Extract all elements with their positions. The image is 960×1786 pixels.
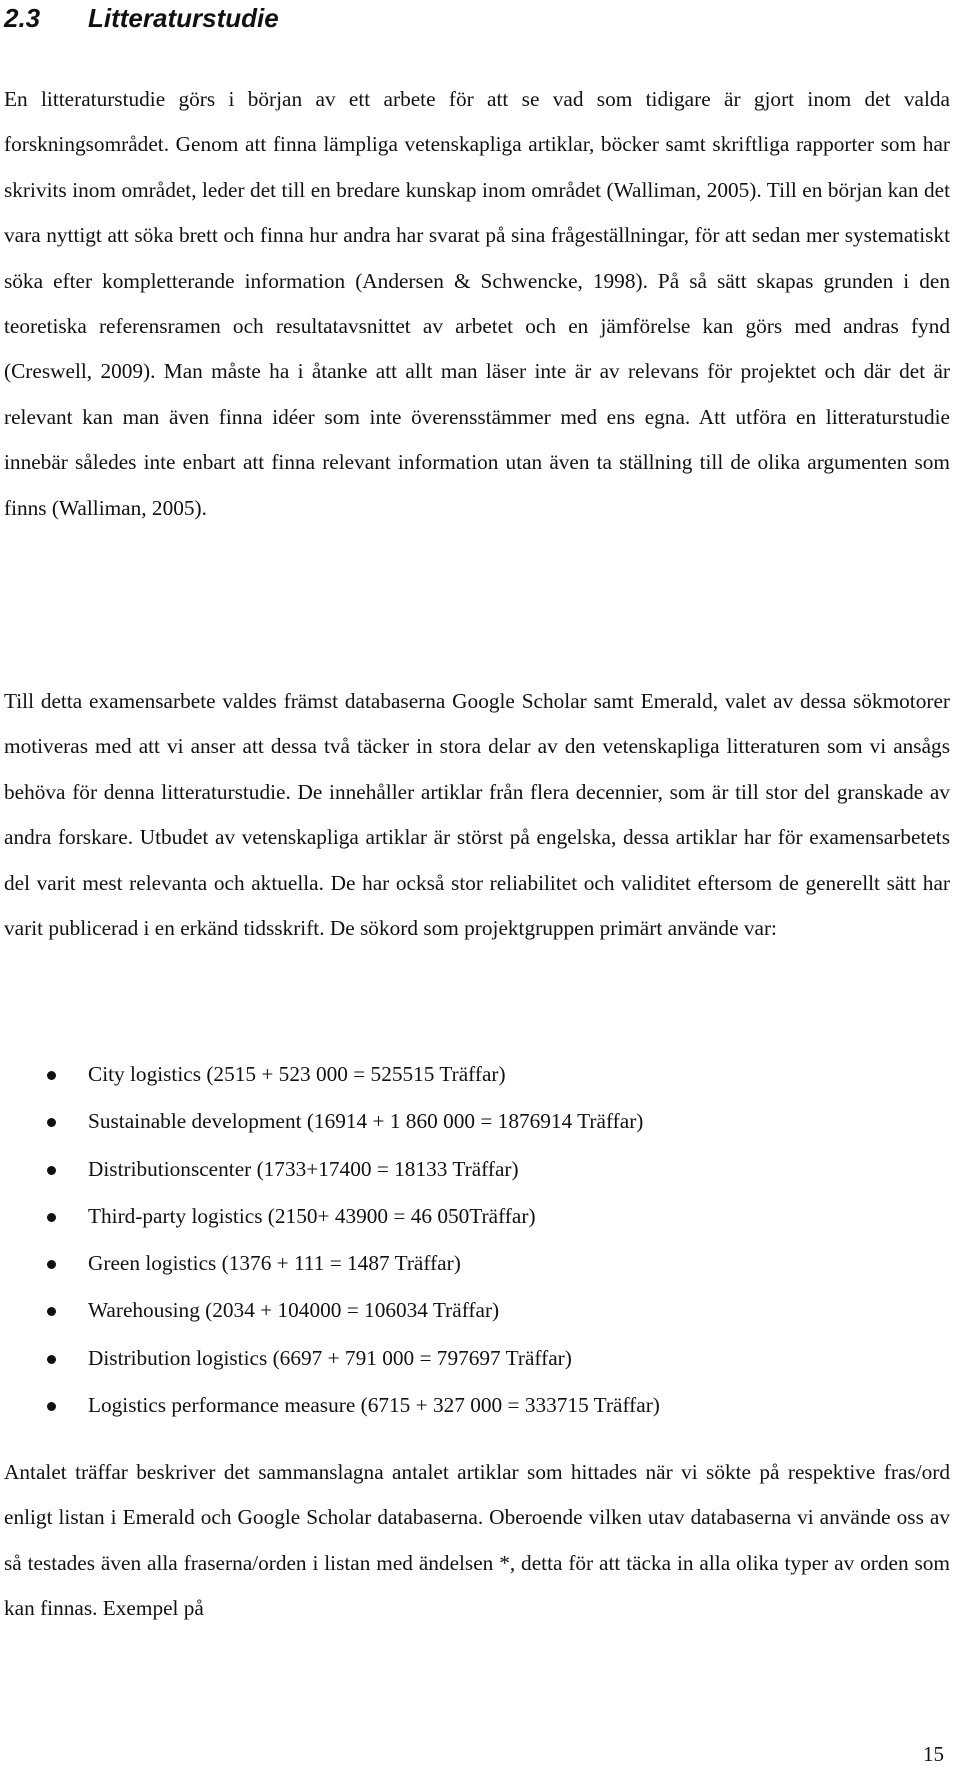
bullet-icon xyxy=(47,1071,56,1080)
bullet-icon xyxy=(47,1307,56,1316)
section-number: 2.3 xyxy=(4,3,41,33)
bullet-icon xyxy=(47,1355,56,1364)
list-item xyxy=(0,1240,660,1287)
bullet-icon xyxy=(47,1118,56,1127)
search-term-list xyxy=(0,1051,660,1429)
list-item xyxy=(0,1051,660,1098)
list-item xyxy=(0,1382,660,1429)
paragraph-intro: En litteraturstudie görs i början av ett arbete för att se vad som tidigare är gjort inom det valda forskningsområdet. Genom att finna lämpliga vetenskapliga artiklar, böcker samt skriftliga rapporter som har skrivits inom området, leder det till en bredare kunskap inom området (Walliman, 2005). Till en början kan det vara nyttigt att söka brett och finna hur andra har svarat på sina frågeställningar, för att sedan mer systematiskt söka efter kompletterande information (Andersen & Schwencke, 1998). På så sätt skapas grunden i den teoretiska referensramen och resultatavsnittet av arbetet och en jämförelse kan görs med andras fynd (Creswell, 2009). Man måste ha i åtanke att allt man läser inte är av relevans för projektet och där det är relevant kan man även finna idéer som inte överensstämmer med ens egna. Att utföra en litteraturstudie innebär således inte enbart att finna relevant information utan även ta ställning till de olika argumenten som finns (Walliman, 2005). xyxy=(4,87,950,520)
list-item-text: Distribution logistics (6697 + 791 000 = 797697 Träffar) xyxy=(88,1345,572,1370)
section-heading xyxy=(4,2,279,34)
list-item xyxy=(0,1146,660,1193)
list-item xyxy=(0,1098,660,1145)
list-item xyxy=(0,1193,660,1240)
bullet-icon xyxy=(47,1213,56,1222)
paragraph-databases: Till detta examensarbete valdes främst databaserna Google Scholar samt Emerald, valet av dessa sökmotorer motiveras med att vi anser att dessa två täcker in stora delar av den vetenskapliga litteraturen som vi ansågs behöva för denna litteraturstudie. De innehåller artiklar från flera decennier, som är till stor del granskade av andra forskare. Utbudet av vetenskapliga artiklar är störst på engelska, dessa artiklar har för examensarbetets del varit mest relevanta och aktuella. De har också stor reliabilitet och validitet eftersom de generellt sätt har varit publicerad i en erkänd tidsskrift. De sökord som projektgruppen primärt använde var: xyxy=(4,689,950,941)
list-item xyxy=(0,1335,660,1382)
bullet-icon xyxy=(47,1402,56,1411)
list-item-text: City logistics (2515 + 523 000 = 525515 Träffar) xyxy=(88,1062,506,1086)
list-item xyxy=(0,1287,660,1334)
page-number: 15 xyxy=(923,1742,944,1766)
section-title: Litteraturstudie xyxy=(88,3,279,33)
list-item-text: Logistics performance measure (6715 + 327 000 = 333715 Träffar) xyxy=(88,1393,660,1418)
list-item-text: Green logistics (1376 + 111 = 1487 Träffar) xyxy=(88,1251,461,1276)
bullet-icon xyxy=(47,1166,56,1175)
bullet-icon xyxy=(47,1260,56,1269)
list-item-text: Sustainable development (16914 + 1 860 000 = 1876914 Träffar) xyxy=(88,1109,644,1134)
list-item-text: Third-party logistics (2150+ 43900 = 46 050Träffar) xyxy=(88,1203,536,1228)
list-item-text: Distributionscenter (1733+17400 = 18133 Träffar) xyxy=(88,1156,519,1181)
paragraph-results: Antalet träffar beskriver det sammanslagna antalet artiklar som hittades när vi sökte på respektive fras/ord enligt listan i Emerald och Google Scholar databaserna. Oberoende vilken utav databaserna vi använde oss av så testades även alla fraserna/orden i listan med ändelsen *, detta för att täcka in alla olika typer av orden som kan finnas. Exempel på xyxy=(4,1460,950,1621)
list-item-text: Warehousing (2034 + 104000 = 106034 Träffar) xyxy=(88,1298,500,1323)
